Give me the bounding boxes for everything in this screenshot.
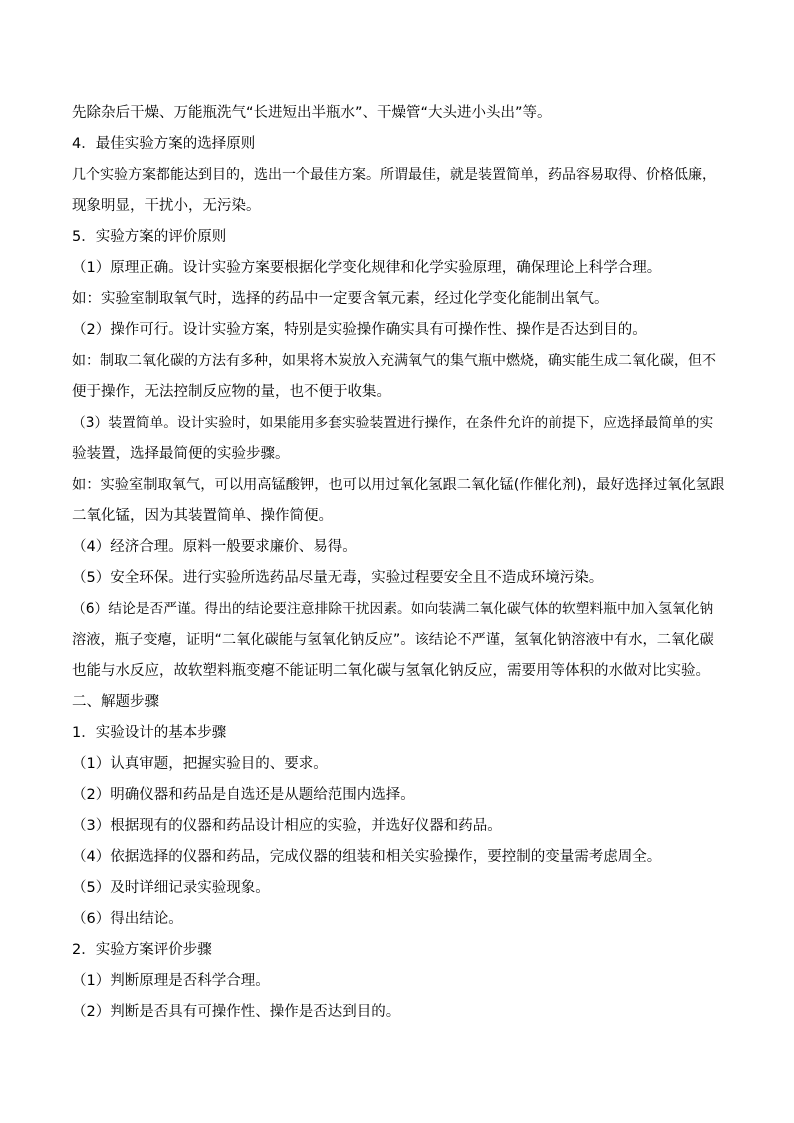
paragraph-line: （1）认真审题，把握实验目的、要求。: [72, 756, 328, 772]
paragraph-line: 如：实验室制取氧气，可以用高锰酸钾，也可以用过氧化氢跟二氧化锰(作催化剂)，最好选择过氧化氢跟: [72, 477, 725, 493]
paragraph-line: 便于操作，无法控制反应物的量，也不便于收集。: [72, 384, 391, 400]
paragraph-line: 也能与水反应，故软塑料瓶变瘪不能证明二氧化碳与氢氧化钠反应，需要用等体积的水做对比实验。: [72, 663, 710, 679]
paragraph-line: （4）经济合理。原料一般要求廉价、易得。: [72, 539, 357, 555]
paragraph-line: （2）判断是否具有可操作性、操作是否达到目的。: [72, 1004, 401, 1020]
paragraph-line: 先除杂后干燥、万能瓶洗气“长进短出半瓶水”、干燥管“大头进小头出”等。: [72, 105, 552, 121]
section-heading: 1．实验设计的基本步骤: [72, 725, 227, 741]
paragraph-line: （3）装置简单。设计实验时，如果能用多套实验装置进行操作，在条件允许的前提下，应选择最简单的实: [72, 415, 714, 431]
paragraph-line: （4）依据选择的仪器和药品，完成仪器的组装和相关实验操作，要控制的变量需考虑周全。: [72, 849, 662, 865]
section-heading: 4．最佳实验方案的选择原则: [72, 136, 256, 152]
paragraph-line: 如：制取二氧化碳的方法有多种，如果将木炭放入充满氧气的集气瓶中燃烧，确实能生成二氧化碳，但不: [72, 353, 716, 369]
paragraph-line: （5）及时详细记录实验现象。: [72, 880, 270, 896]
paragraph-line: 如：实验室制取氧气时，选择的药品中一定要含氧元素，经过化学变化能制出氧气。: [72, 291, 609, 307]
paragraph-line: 二氧化锰，因为其装置简单、操作简便。: [72, 508, 333, 524]
paragraph-line: 几个实验方案都能达到目的，选出一个最佳方案。所谓最佳，就是装置简单，药品容易取得、价格低廉，: [72, 167, 716, 183]
paragraph-line: （1）判断原理是否科学合理。: [72, 973, 270, 989]
section-heading: 5．实验方案的评价原则: [72, 229, 227, 245]
paragraph-line: （3）根据现有的仪器和药品设计相应的实验，并选好仪器和药品。: [72, 818, 502, 834]
section-heading: 二、解题步骤: [72, 694, 159, 710]
document-body: [72, 98, 724, 1028]
paragraph-line: （6）得出结论。: [72, 911, 183, 927]
paragraph-line: 现象明显，干扰小，无污染。: [72, 198, 261, 214]
paragraph-line: （1）原理正确。设计实验方案要根据化学变化规律和化学实验原理，确保理论上科学合理。: [72, 260, 662, 276]
paragraph-line: （2）明确仪器和药品是自选还是从题给范围内选择。: [72, 787, 415, 803]
paragraph-line: （6）结论是否严谨。得出的结论要注意排除干扰因素。如向装满二氧化碳气体的软塑料瓶中加入氢氧化钠: [72, 601, 714, 617]
paragraph-line: 溶液，瓶子变瘪，证明“二氧化碳能与氢氧化钠反应”。该结论不严谨，氢氧化钠溶液中有水，二氧化碳: [72, 632, 714, 648]
section-heading: 2．实验方案评价步骤: [72, 942, 212, 958]
paragraph-line: （5）安全环保。进行实验所选药品尽量无毒，实验过程要安全且不造成环境污染。: [72, 570, 604, 586]
paragraph-line: 验装置，选择最简便的实验步骤。: [72, 446, 290, 462]
paragraph-line: （2）操作可行。设计实验方案，特别是实验操作确实具有可操作性、操作是否达到目的。: [72, 322, 647, 338]
